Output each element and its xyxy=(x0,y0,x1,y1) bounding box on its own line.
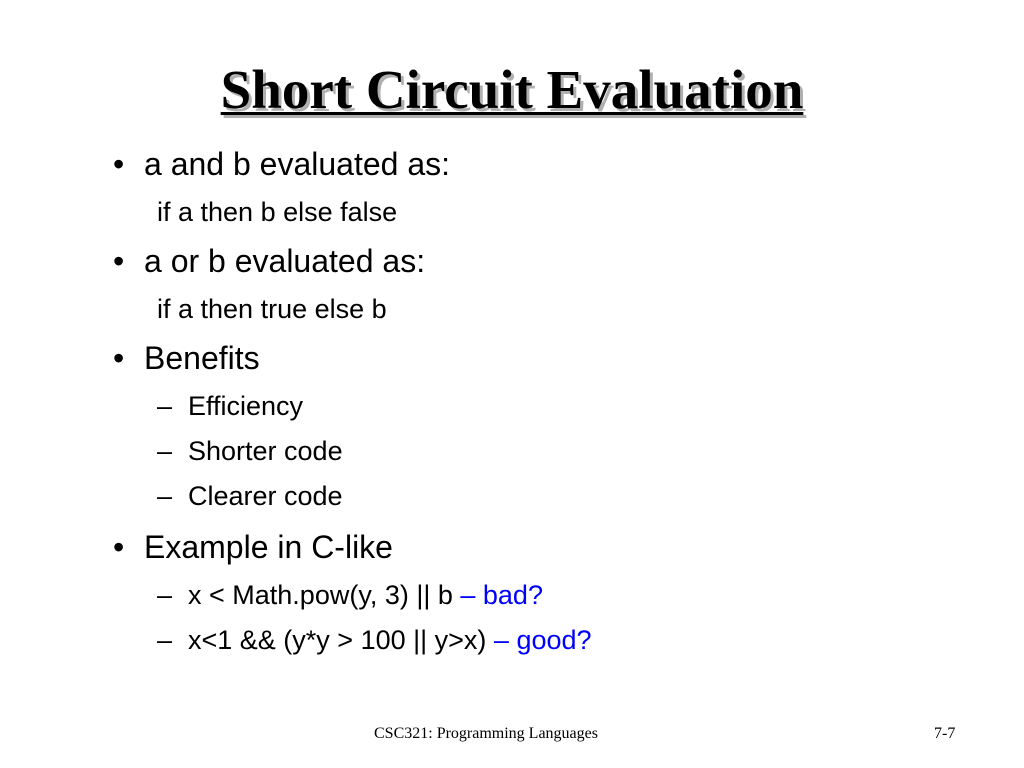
example-comment: – bad? xyxy=(460,580,543,610)
dash-glyph: – xyxy=(157,481,173,511)
bullet-glyph: • xyxy=(113,340,125,376)
bullet-glyph: • xyxy=(113,529,125,565)
benefit-label: Clearer code xyxy=(188,481,343,511)
and-heading: a and b evaluated as: xyxy=(144,146,451,182)
example-item xyxy=(157,624,592,656)
example-line xyxy=(188,624,592,656)
footer-page-number: 7-7 xyxy=(934,725,956,742)
slide-title: Short Circuit Evaluation xyxy=(220,59,804,120)
example-heading: Example in C-like xyxy=(144,529,393,565)
dash-glyph: – xyxy=(157,391,173,421)
dash-glyph: – xyxy=(157,625,173,655)
example-code: x < Math.pow(y, 3) || b xyxy=(188,580,461,610)
or-detail: if a then true else b xyxy=(157,294,387,324)
or-heading: a or b evaluated as: xyxy=(144,243,426,279)
benefit-label: Shorter code xyxy=(188,436,343,466)
dash-glyph: – xyxy=(157,436,173,466)
benefits-heading: Benefits xyxy=(144,340,260,376)
example-item xyxy=(157,579,543,611)
benefit-item xyxy=(157,390,304,422)
example-line xyxy=(188,579,543,611)
dash-glyph: – xyxy=(157,580,173,610)
and-detail: if a then b else false xyxy=(157,197,398,227)
footer-course: CSC321: Programming Languages xyxy=(374,725,598,742)
bullet-glyph: • xyxy=(113,243,125,279)
bullet-glyph: • xyxy=(113,146,125,182)
benefit-item xyxy=(157,480,343,512)
benefit-item xyxy=(157,435,343,467)
example-code: x<1 && (y*y > 100 || y>x) xyxy=(188,625,494,655)
example-comment: – good? xyxy=(493,625,592,655)
benefit-label: Efficiency xyxy=(188,391,304,421)
